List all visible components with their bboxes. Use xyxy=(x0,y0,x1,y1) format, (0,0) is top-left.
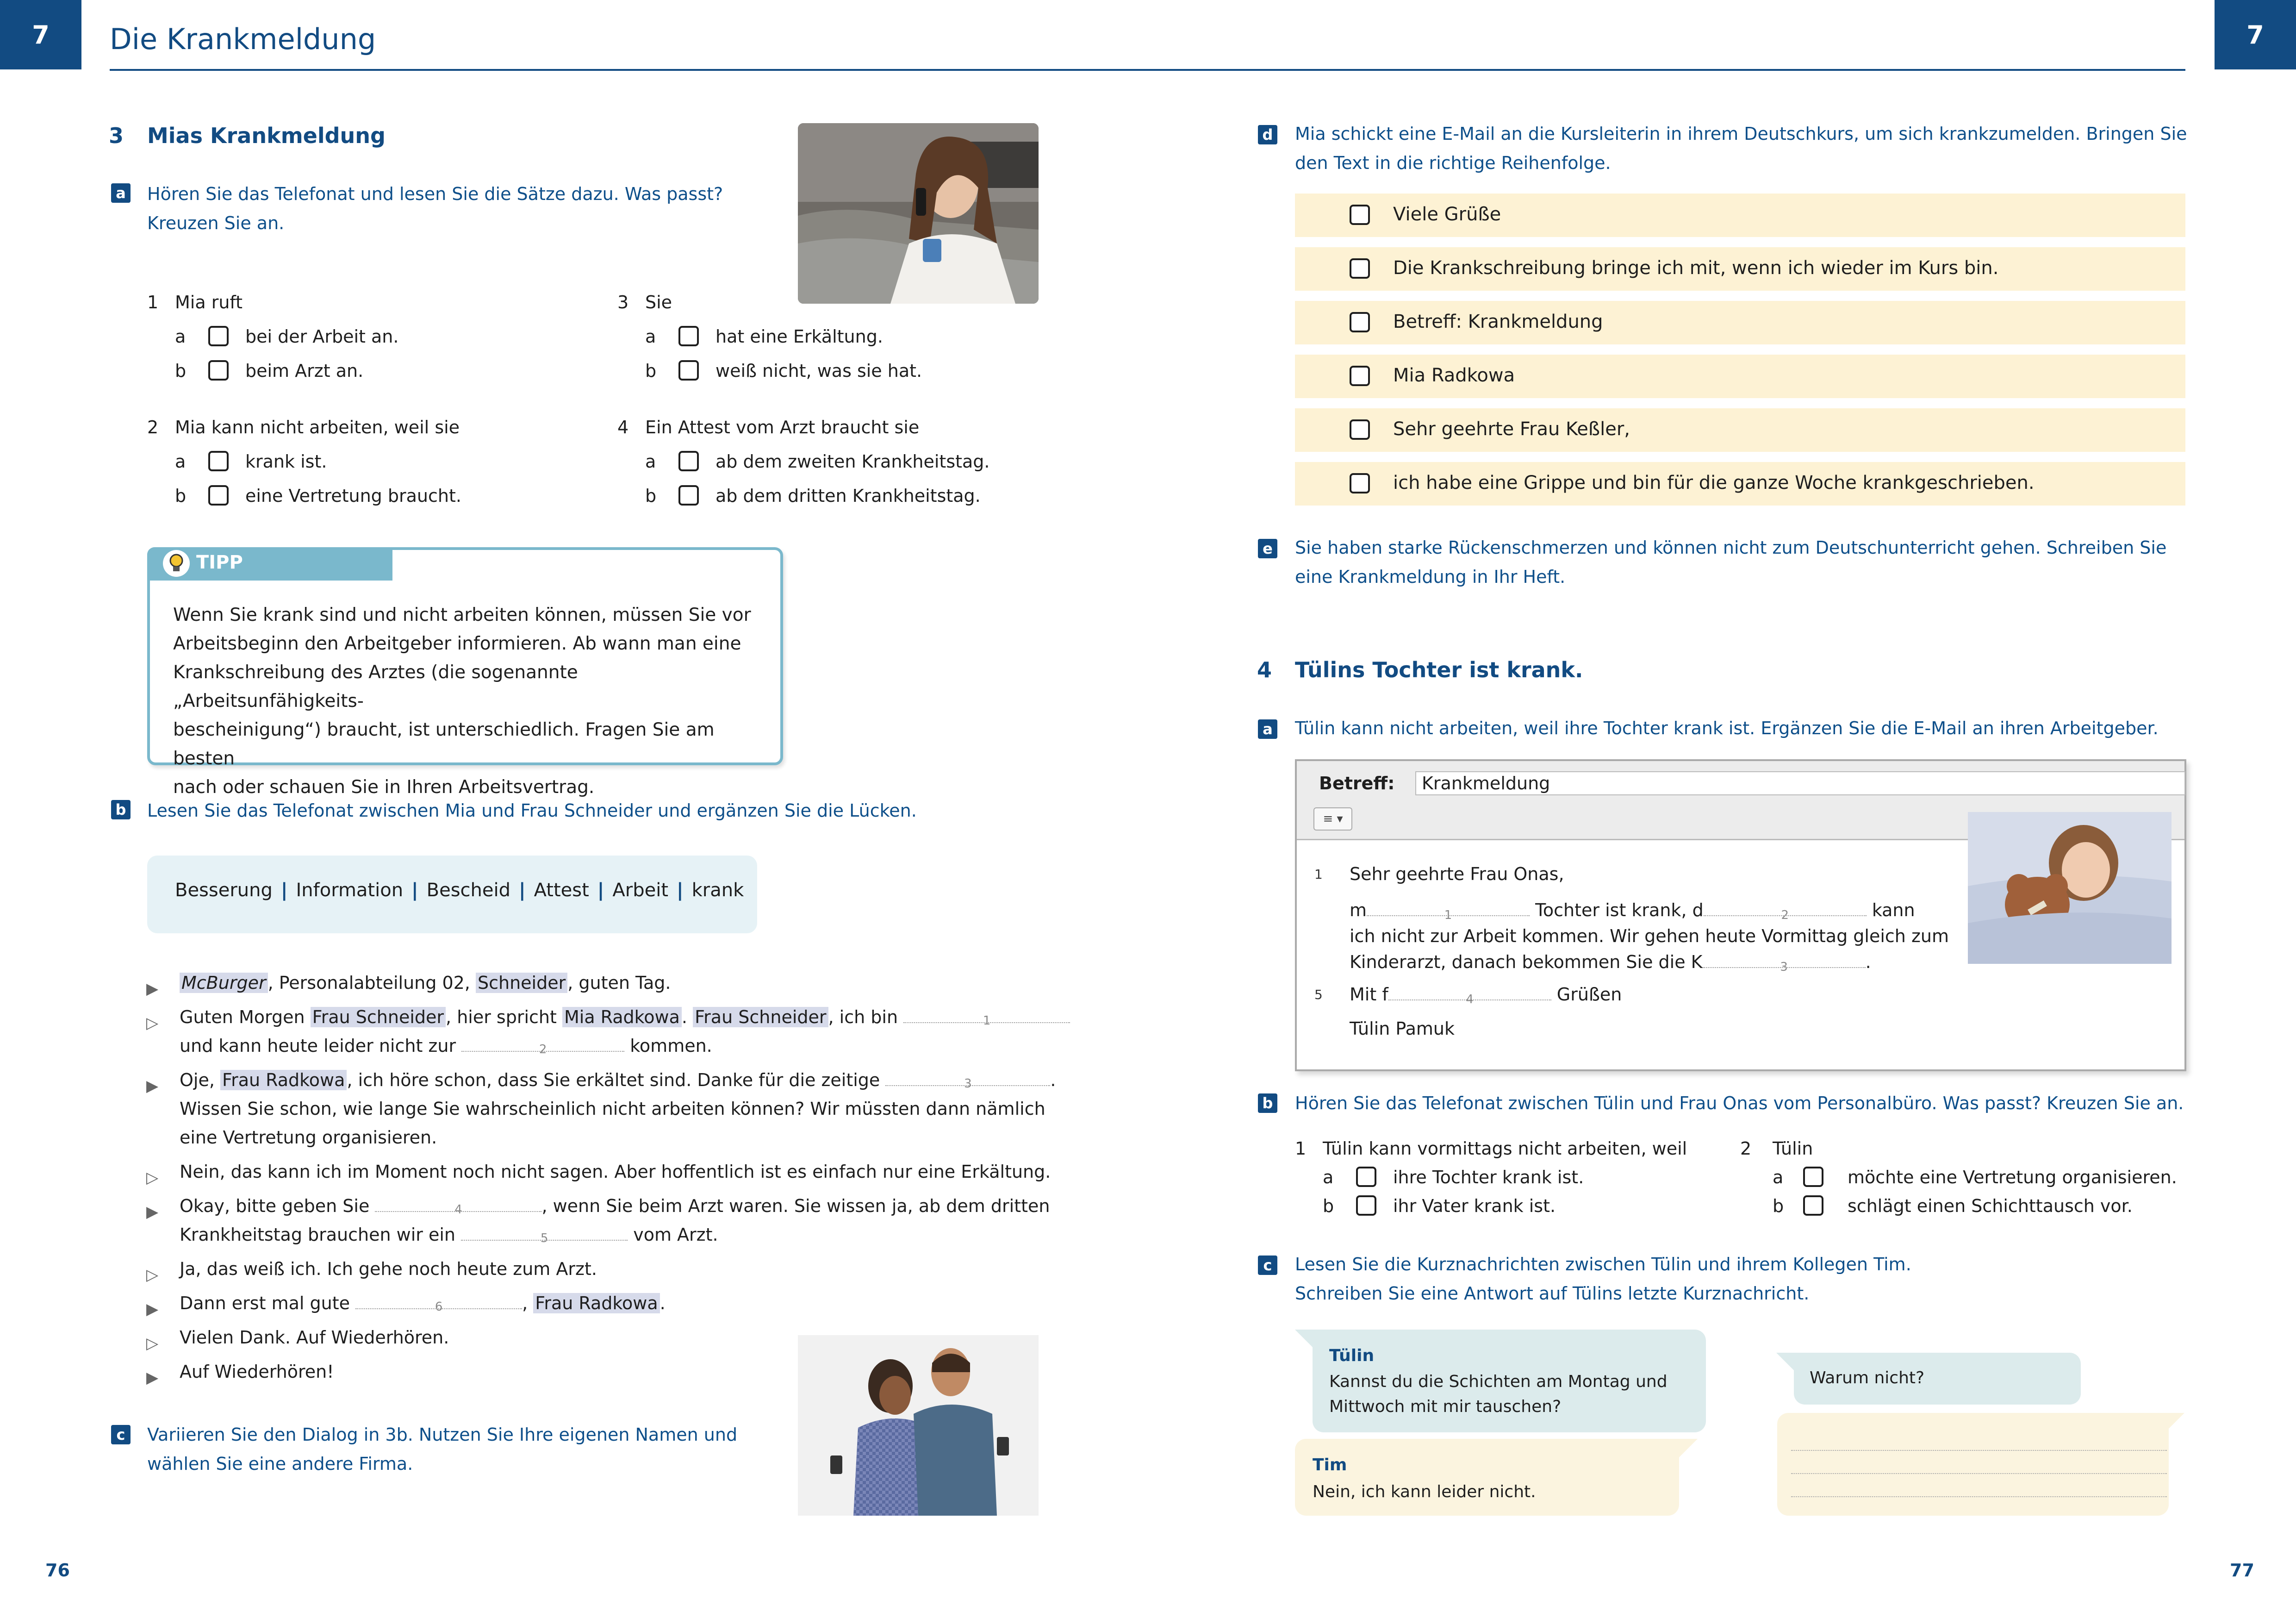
order-item: Mia Radkowa xyxy=(1295,355,2185,398)
lightbulb-icon xyxy=(163,550,190,577)
bubble-tail xyxy=(2157,1413,2184,1441)
photo-woman-phone xyxy=(798,123,1039,304)
chat-bubble-tim xyxy=(1295,1439,1679,1516)
checkbox[interactable] xyxy=(1350,258,1370,279)
option-text: hat eine Erkältung. xyxy=(716,326,883,347)
email-line: ich nicht zur Arbeit kommen. Wir gehen heute Vormittag gleich zum xyxy=(1350,926,1949,946)
answer-line[interactable] xyxy=(1791,1473,2167,1474)
word: Information xyxy=(296,880,404,901)
task-instruction: Sie haben starke Rückenschmerzen und können nicht zum Deutschunterricht gehen. Schreiben Sie eine Krankmeldung in Ihr Heft. xyxy=(1295,537,2167,587)
order-item: Betreff: Krankmeldung xyxy=(1295,301,2185,344)
task-badge-a: a xyxy=(111,183,131,203)
checkbox[interactable] xyxy=(1350,312,1370,332)
checkbox[interactable] xyxy=(678,326,699,346)
answer-line[interactable] xyxy=(1791,1450,2167,1451)
tipp-box xyxy=(147,547,783,798)
order-item: Sehr geehrte Frau Keßler, xyxy=(1295,408,2185,452)
chat-sender: Tim xyxy=(1313,1455,1347,1474)
chat-text: Nein, ich kann leider nicht. xyxy=(1313,1482,1536,1501)
speaker-a-arrow: ▶ xyxy=(146,980,159,998)
option-letter: b xyxy=(1773,1196,1784,1216)
option-text: weiß nicht, was sie hat. xyxy=(716,361,922,381)
task-badge-c: c xyxy=(1258,1255,1277,1275)
order-item: ich habe eine Grippe und bin für die ganze Woche krankgeschrieben. xyxy=(1295,462,2185,506)
dialog-line: Okay, bitte geben Sie 4 , wenn Sie beim Arzt waren. Sie wissen ja, ab dem dritten xyxy=(180,1196,1050,1217)
task-badge-b: b xyxy=(1258,1093,1277,1113)
task-instruction: Variieren Sie den Dialog in 3b. Nutzen Sie Ihre eigenen Namen und wählen Sie eine andere Firma. xyxy=(147,1424,738,1474)
checkbox[interactable] xyxy=(678,360,699,381)
checkbox[interactable] xyxy=(1356,1195,1376,1216)
answer-line[interactable] xyxy=(1791,1496,2167,1497)
option-letter: b xyxy=(175,361,187,381)
option-text: schlägt einen Schichttausch vor. xyxy=(1848,1196,2133,1216)
checkbox[interactable] xyxy=(1803,1167,1823,1187)
subject-field[interactable]: Krankmeldung xyxy=(1415,771,2185,795)
quiz-item-stem: Tülin xyxy=(1773,1138,1813,1159)
option-letter: b xyxy=(645,486,657,506)
speaker-a-arrow: ▶ xyxy=(146,1203,159,1221)
email-signature: Tülin Pamuk xyxy=(1350,1018,1455,1039)
task-badge-b: b xyxy=(111,800,131,819)
bubble-tail xyxy=(1670,1439,1698,1467)
gap-field[interactable]: 4 xyxy=(1388,986,1551,1000)
email-line: Kinderarzt, danach bekommen Sie die K 3 . xyxy=(1350,952,1871,974)
tipp-header xyxy=(147,547,392,581)
task-instruction: Hören Sie das Telefonat und lesen Sie die Sätze dazu. Was passt? Kreuzen Sie an. xyxy=(147,184,723,233)
dialog-line: Ja, das weiß ich. Ich gehe noch heute zum Arzt. xyxy=(180,1259,597,1279)
quiz-item-stem: Mia kann nicht arbeiten, weil sie xyxy=(175,417,460,437)
chat-bubble-tuelin-2 xyxy=(1794,1353,2081,1405)
task-instruction: Lesen Sie das Telefonat zwischen Mia und Frau Schneider und ergänzen Sie die Lücken. xyxy=(147,800,917,821)
header-rule xyxy=(110,69,2185,71)
quiz-item-number: 1 xyxy=(1295,1138,1307,1159)
order-item: Viele Grüße xyxy=(1295,194,2185,237)
quiz-item-stem: Ein Attest vom Arzt braucht sie xyxy=(645,417,920,437)
task-title: Tülins Tochter ist krank. xyxy=(1295,657,1583,682)
gap-field[interactable]: 2 xyxy=(1704,901,1867,916)
chat-text: Warum nicht? xyxy=(1810,1368,1925,1387)
line-number: 5 xyxy=(1314,987,1323,1002)
word: Besserung xyxy=(175,880,273,901)
checkbox[interactable] xyxy=(1350,366,1370,386)
word: Arbeit xyxy=(612,880,669,901)
checkbox[interactable] xyxy=(208,485,229,506)
dialog-line: eine Vertretung organisieren. xyxy=(180,1127,437,1148)
chat-sender: Tülin xyxy=(1329,1346,1375,1365)
option-letter: a xyxy=(645,451,656,472)
option-letter: a xyxy=(175,326,186,347)
option-text: bei der Arbeit an. xyxy=(245,326,399,347)
checkbox[interactable] xyxy=(1350,205,1370,225)
task-instruction: Lesen Sie die Kurznachrichten zwischen Tülin und ihrem Kollegen Tim. Schreiben Sie eine Antwort auf Tülins letzte Kurznachricht. xyxy=(1295,1254,1911,1304)
checkbox[interactable] xyxy=(678,451,699,471)
option-letter: a xyxy=(645,326,656,347)
dialog-line: Guten Morgen Frau Schneider , hier spricht Mia Radkowa . Frau Schneider , ich bin 1 xyxy=(180,1003,1070,1031)
chat-answer-bubble[interactable] xyxy=(1777,1413,2169,1516)
task-instruction: Mia schickt eine E-Mail an die Kursleiterin in ihrem Deutschkurs, um sich krankzumelden. Bringen Sie den Text in die richtige Reihenfolge. xyxy=(1295,124,2187,173)
checkbox[interactable] xyxy=(208,360,229,381)
option-text: möchte eine Vertretung organisieren. xyxy=(1848,1167,2177,1187)
dialog-line: Krankheitstag brauchen wir ein 5 vom Arzt. xyxy=(180,1224,718,1245)
speaker-b-arrow: ▷ xyxy=(146,1014,159,1032)
bubble-tail xyxy=(1776,1353,1804,1380)
bubble-tail xyxy=(1295,1330,1323,1357)
quiz-item-stem: Sie xyxy=(645,292,672,312)
task-title: Mias Krankmeldung xyxy=(147,123,386,148)
quiz-item-number: 4 xyxy=(617,417,629,437)
option-letter: a xyxy=(1773,1167,1784,1187)
gap-field[interactable]: 6 xyxy=(355,1294,522,1309)
word-box: Besserung | Information | Bescheid | Attest | Arbeit | krank xyxy=(147,856,757,933)
checkbox[interactable] xyxy=(1350,419,1370,440)
option-text: ihr Vater krank ist. xyxy=(1393,1196,1556,1216)
subject-label: Betreff: xyxy=(1319,773,1395,793)
option-letter: a xyxy=(175,451,186,472)
gap-field[interactable]: 3 xyxy=(885,1071,1050,1086)
task-badge-a: a xyxy=(1258,719,1277,739)
speaker-b-arrow: ▷ xyxy=(146,1168,159,1187)
photo-people-phones xyxy=(798,1335,1039,1516)
tipp-text: Wenn Sie krank sind und nicht arbeiten können, müssen Sie vor Arbeitsbeginn den Arbeitgeber informieren. Ab wann man eine Krankschreibung des Arztes (die sogenannte „Arbeitsunfähigkeits- bescheinigung“) braucht, ist unterschiedlich. Fragen Sie am besten nach oder schauen Sie in Ihren Arbeitsvertrag. xyxy=(173,605,751,798)
format-menu-button[interactable]: ≡ ▾ xyxy=(1313,807,1352,831)
email-window xyxy=(1295,759,2186,1071)
option-text: beim Arzt an. xyxy=(245,361,364,381)
page-number-right: 77 xyxy=(2230,1560,2254,1580)
speaker-b-arrow: ▷ xyxy=(146,1266,159,1284)
word: Attest xyxy=(534,880,589,901)
gap-field[interactable]: 4 xyxy=(375,1197,541,1212)
dialog-line: Oje, Frau Radkowa , ich höre schon, dass Sie erkältet sind. Danke für die zeitige 3 . xyxy=(180,1070,1056,1091)
option-text: ab dem dritten Krankheitstag. xyxy=(716,486,981,506)
dialog-line: McBurger , Personalabteilung 02, Schneider , guten Tag. xyxy=(180,968,671,997)
task-badge-d: d xyxy=(1258,125,1277,144)
chapter-number: 7 xyxy=(32,20,50,50)
option-letter: a xyxy=(1323,1167,1334,1187)
word: krank xyxy=(691,880,744,901)
gap-field[interactable]: 1 xyxy=(1367,901,1530,916)
dialog-line: Vielen Dank. Auf Wiederhören. xyxy=(180,1327,449,1348)
checkbox[interactable] xyxy=(1356,1167,1376,1187)
quiz-item-number: 1 xyxy=(147,292,159,312)
option-text: krank ist. xyxy=(245,451,327,472)
email-line: Mit f 4 Grüßen xyxy=(1350,984,1622,1006)
email-line: m 1 Tochter ist krank, d 2 kann xyxy=(1350,900,1915,922)
order-item: Die Krankschreibung bringe ich mit, wenn ich wieder im Kurs bin. xyxy=(1295,247,2185,291)
page-number-left: 76 xyxy=(45,1560,70,1580)
checkbox[interactable] xyxy=(1803,1195,1823,1216)
tipp-title: TIPP xyxy=(196,552,243,573)
chapter-tab-right xyxy=(2215,0,2296,69)
line-number: 1 xyxy=(1314,867,1323,882)
dialog-line: Dann erst mal gute 6 , Frau Radkowa . xyxy=(180,1293,666,1314)
gap-field[interactable]: 2 xyxy=(461,1037,624,1052)
photo-sick-child xyxy=(1968,812,2172,964)
gap-field[interactable]: 5 xyxy=(461,1226,628,1241)
checkbox[interactable] xyxy=(1350,473,1370,493)
chapter-number: 7 xyxy=(2246,20,2264,50)
checkbox[interactable] xyxy=(208,326,229,346)
gap-field[interactable]: 3 xyxy=(1703,953,1866,968)
task-instruction: Hören Sie das Telefonat zwischen Tülin und Frau Onas vom Personalbüro. Was passt? Kreuzen Sie an. xyxy=(1295,1093,2184,1113)
quiz-item-number: 2 xyxy=(147,417,159,437)
task-number: 3 xyxy=(109,123,124,148)
checkbox[interactable] xyxy=(208,451,229,471)
option-text: eine Vertretung braucht. xyxy=(245,486,461,506)
dialog-line: und kann heute leider nicht zur 2 kommen. xyxy=(180,1036,712,1056)
dialog-line: Nein, das kann ich im Moment noch nicht sagen. Aber hoffentlich ist es einfach nur eine Erkältung. xyxy=(180,1162,1051,1182)
option-text: ab dem zweiten Krankheitstag. xyxy=(716,451,990,472)
dialog-line: Auf Wiederhören! xyxy=(180,1362,334,1382)
quiz-item-stem: Tülin kann vormittags nicht arbeiten, weil xyxy=(1323,1138,1687,1159)
task-badge-c: c xyxy=(111,1425,131,1444)
task-number: 4 xyxy=(1257,657,1272,682)
chat-text: Kannst du die Schichten am Montag und Mittwoch mit mir tauschen? xyxy=(1329,1372,1668,1416)
task-instruction: Tülin kann nicht arbeiten, weil ihre Tochter krank ist. Ergänzen Sie die E-Mail an ihren Arbeitgeber. xyxy=(1295,718,2159,738)
speaker-a-arrow: ▶ xyxy=(146,1300,159,1318)
email-greeting: Sehr geehrte Frau Onas, xyxy=(1350,864,1564,884)
quiz-item-stem: Mia ruft xyxy=(175,292,243,312)
speaker-a-arrow: ▶ xyxy=(146,1368,159,1387)
option-letter: b xyxy=(1323,1196,1334,1216)
chapter-title: Die Krankmeldung xyxy=(110,22,376,56)
quiz-item-number: 3 xyxy=(617,292,629,312)
option-letter: b xyxy=(645,361,657,381)
quiz-item-number: 2 xyxy=(1740,1138,1752,1159)
dialog-line: Wissen Sie schon, wie lange Sie wahrscheinlich nicht arbeiten können? Wir müssten dann nämlich xyxy=(180,1099,1045,1119)
chapter-tab-left xyxy=(0,0,81,69)
option-letter: b xyxy=(175,486,187,506)
word: Bescheid xyxy=(426,880,511,901)
gap-field[interactable]: 1 xyxy=(903,1008,1070,1023)
task-badge-e: e xyxy=(1258,539,1277,558)
speaker-a-arrow: ▶ xyxy=(146,1077,159,1095)
speaker-b-arrow: ▷ xyxy=(146,1334,159,1353)
checkbox[interactable] xyxy=(678,485,699,506)
option-text: ihre Tochter krank ist. xyxy=(1393,1167,1584,1187)
chat-bubble-tuelin xyxy=(1313,1330,1706,1432)
